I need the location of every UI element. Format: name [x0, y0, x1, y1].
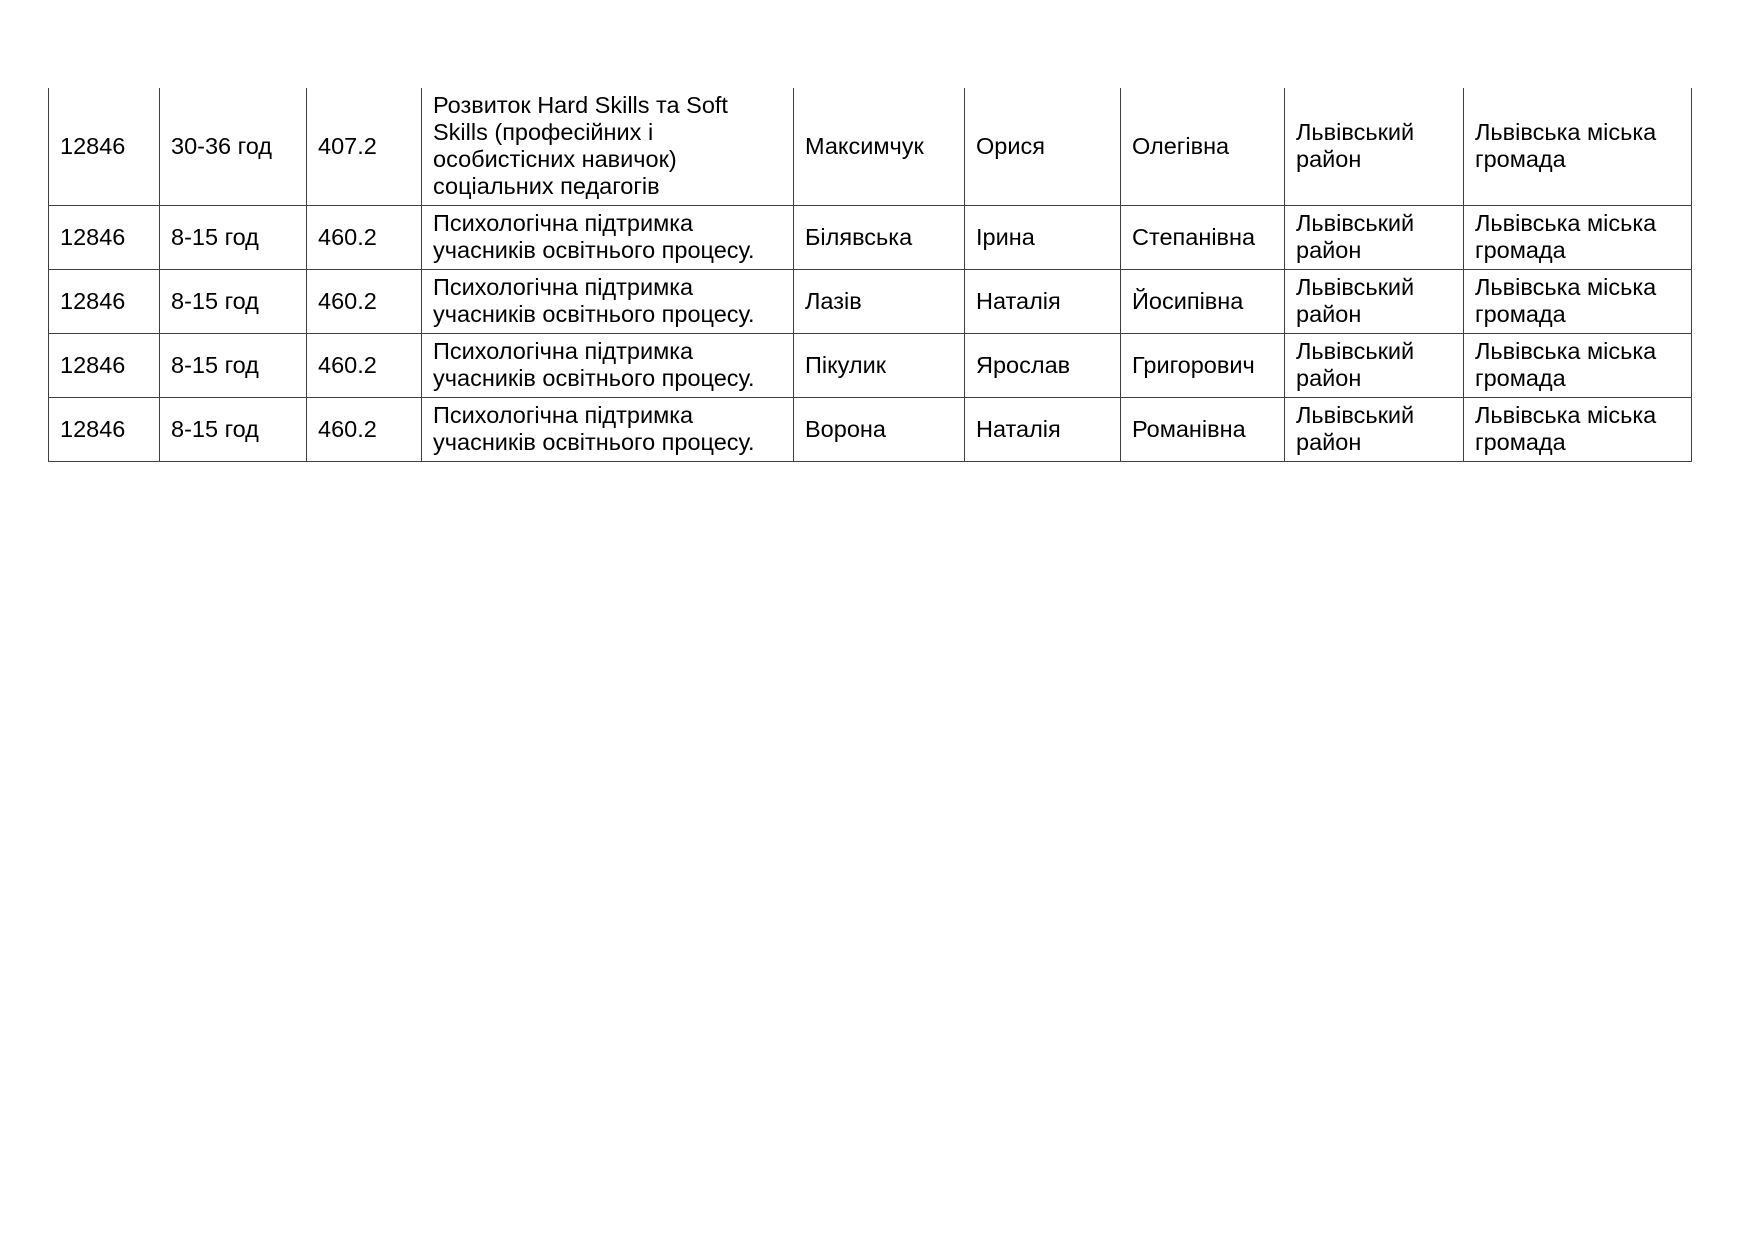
records-table	[48, 88, 1692, 462]
district-cell: Львівський район	[1285, 269, 1464, 333]
first-name-cell: Ірина	[965, 205, 1121, 269]
community-cell: Львівська міська громада	[1464, 205, 1692, 269]
table-row	[49, 269, 1692, 333]
course-code-cell: 12846	[49, 269, 160, 333]
hours-cell: 8-15 год	[160, 205, 307, 269]
course-code-cell: 12846	[49, 205, 160, 269]
hours-cell: 8-15 год	[160, 397, 307, 461]
patronymic-cell: Романівна	[1121, 397, 1285, 461]
table-row	[49, 397, 1692, 461]
district-cell: Львівський район	[1285, 397, 1464, 461]
price-cell: 460.2	[307, 205, 422, 269]
course-title-cell: Психологічна підтримка учасників освітнього процесу.	[422, 269, 794, 333]
first-name-cell: Наталія	[965, 397, 1121, 461]
hours-cell: 8-15 год	[160, 269, 307, 333]
table-row	[49, 333, 1692, 397]
table-row	[49, 88, 1692, 205]
district-cell: Львівський район	[1285, 88, 1464, 205]
table-row	[49, 205, 1692, 269]
course-code-cell: 12846	[49, 397, 160, 461]
first-name-cell: Ярослав	[965, 333, 1121, 397]
district-cell: Львівський район	[1285, 205, 1464, 269]
course-title-cell: Психологічна підтримка учасників освітнього процесу.	[422, 205, 794, 269]
patronymic-cell: Григорович	[1121, 333, 1285, 397]
hours-cell: 8-15 год	[160, 333, 307, 397]
price-cell: 460.2	[307, 269, 422, 333]
surname-cell: Максимчук	[794, 88, 965, 205]
community-cell: Львівська міська громада	[1464, 397, 1692, 461]
hours-cell: 30-36 год	[160, 88, 307, 205]
price-cell: 407.2	[307, 88, 422, 205]
patronymic-cell: Степанівна	[1121, 205, 1285, 269]
community-cell: Львівська міська громада	[1464, 269, 1692, 333]
course-code-cell: 12846	[49, 88, 160, 205]
price-cell: 460.2	[307, 397, 422, 461]
community-cell: Львівська міська громада	[1464, 88, 1692, 205]
surname-cell: Ворона	[794, 397, 965, 461]
price-cell: 460.2	[307, 333, 422, 397]
first-name-cell: Орися	[965, 88, 1121, 205]
patronymic-cell: Йосипівна	[1121, 269, 1285, 333]
patronymic-cell: Олегівна	[1121, 88, 1285, 205]
surname-cell: Пікулик	[794, 333, 965, 397]
course-title-cell: Розвиток Hard Skills та Soft Skills (професійних і особистісних навичок) соціальних педагогів	[422, 88, 794, 205]
course-title-cell: Психологічна підтримка учасників освітнього процесу.	[422, 333, 794, 397]
course-code-cell: 12846	[49, 333, 160, 397]
community-cell: Львівська міська громада	[1464, 333, 1692, 397]
district-cell: Львівський район	[1285, 333, 1464, 397]
first-name-cell: Наталія	[965, 269, 1121, 333]
surname-cell: Білявська	[794, 205, 965, 269]
course-title-cell: Психологічна підтримка учасників освітнього процесу.	[422, 397, 794, 461]
surname-cell: Лазів	[794, 269, 965, 333]
